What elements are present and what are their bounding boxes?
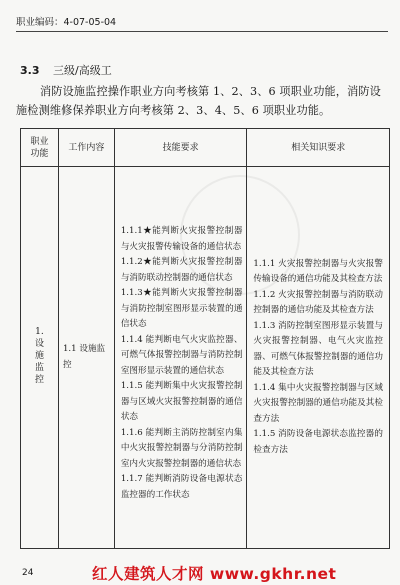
header-work: 工作内容 <box>58 129 114 167</box>
skill-item: 1.1.1★能判断火灾报警控制器与火灾报警传输设备的通信状态 <box>120 226 243 252</box>
knowledge-item: 1.1.3 消防控制室图形显示装置与火灾报警控制器、电气火灾监控器、可燃气体报警控制器的通信功能及其检查方法 <box>253 320 383 378</box>
occupation-code: 职业编码：4-07-05-04 <box>16 17 117 28</box>
knowledge-list <box>251 257 385 459</box>
function-cell <box>21 167 59 549</box>
skill-cell <box>114 167 247 549</box>
skill-item: 1.1.7 能判断消防设备电源状态监控器的工作状态 <box>120 474 243 500</box>
skill-list <box>119 208 243 507</box>
table-row <box>21 167 390 549</box>
knowledge-item: 1.1.1 火灾报警控制器与火灾报警传输设备的通信功能及其检查方法 <box>253 258 383 285</box>
table-header-row <box>21 129 390 167</box>
header-skill: 技能要求 <box>114 129 247 167</box>
knowledge-cell <box>247 167 390 549</box>
header-function: 职业功能 <box>21 129 59 167</box>
header-knowledge: 相关知识要求 <box>247 129 390 167</box>
section-heading <box>20 62 112 78</box>
function-label: 1.设施监控 <box>34 327 44 386</box>
header-rule <box>16 31 388 32</box>
knowledge-item: 1.1.4 集中火灾报警控制器与区域火灾报警控制器的通信功能及其检查方法 <box>253 382 383 424</box>
knowledge-item: 1.1.5 消防设备电源状态监控器的检查方法 <box>253 429 383 455</box>
skill-item: 1.1.3★能判断火灾报警控制器与消防控制室图形显示装置的通信状态 <box>120 288 243 329</box>
section-title: 三级/高级工 <box>53 64 112 77</box>
skill-item: 1.1.6 能判断主消防控制室内集中火灾报警控制器与分消防控制室内火灾报警控制器的通信状态 <box>120 427 243 469</box>
page-number: 24 <box>22 568 34 578</box>
requirements-table <box>20 128 390 549</box>
section-paragraph: 消防设施监控操作职业方向考核第 1、2、3、6 项职业功能，消防设施检测维修保养职业方向考核第 2、3、4、5、6 项职业功能。 <box>16 85 381 117</box>
site-watermark: 红人建筑人才网 www.gkhr.net <box>92 565 337 583</box>
section-number: 3.3 <box>20 64 40 77</box>
knowledge-item: 1.1.2 火灾报警控制器与消防联动控制器的通信功能及其检查方法 <box>253 289 383 316</box>
skill-item: 1.1.2★能判断火灾报警控制器与消防联动控制器的通信状态 <box>120 257 243 283</box>
skill-item: 1.1.4 能判断电气火灾监控器、可燃气体报警控制器与消防控制室图形显示装置的通信状态 <box>120 334 243 376</box>
skill-item: 1.1.5 能判断集中火灾报警控制器与区域火灾报警控制器的通信状态 <box>120 381 243 422</box>
work-cell: 1.1 设施监控 <box>58 167 114 549</box>
